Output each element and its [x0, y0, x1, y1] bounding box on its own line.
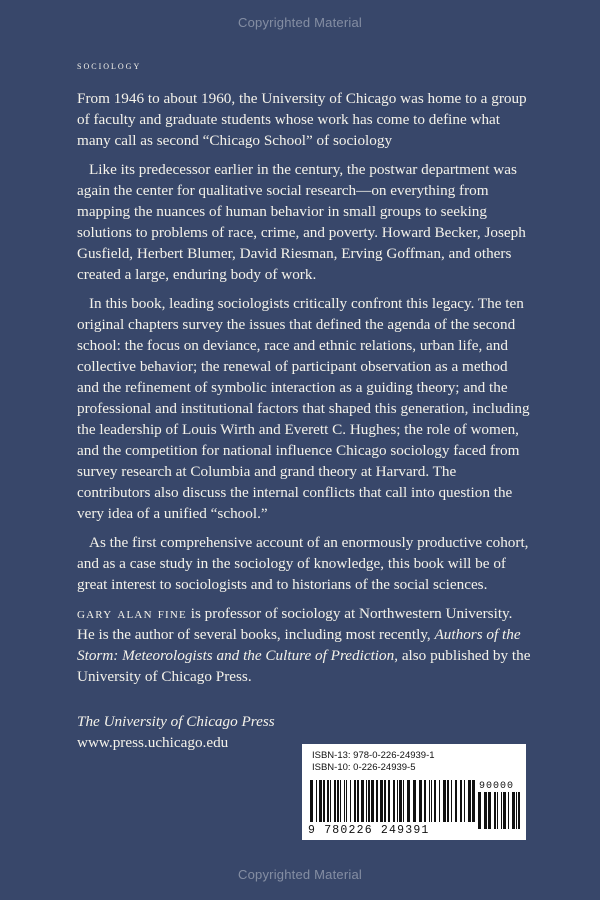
- barcode-bar: [334, 780, 336, 822]
- publisher-block: [77, 711, 275, 753]
- barcode-bar: [323, 780, 325, 822]
- barcode-bar: [460, 780, 462, 822]
- barcode-bar: [384, 780, 386, 822]
- barcode-addon-bar: [512, 792, 515, 829]
- barcode-bar: [468, 780, 471, 822]
- barcode-addon-bar: [488, 792, 491, 829]
- barcode-bar: [319, 780, 322, 822]
- barcode-bar: [439, 780, 440, 822]
- barcode-bar: [310, 780, 313, 822]
- barcode-bar: [337, 780, 339, 822]
- barcode-bar: [393, 780, 395, 822]
- barcode-addon-bar: [518, 792, 520, 829]
- isbn-10-label: ISBN-10: 0-226-24939-5: [312, 762, 416, 773]
- author-bio-text-after: , also published by the University of Chicago Press.: [77, 647, 531, 685]
- barcode-bar: [397, 780, 398, 822]
- isbn-13-label: ISBN-13: 978-0-226-24939-1: [312, 750, 435, 761]
- barcode-bar: [330, 780, 331, 822]
- barcode-addon-bar: [508, 792, 509, 829]
- barcode-bar: [429, 780, 430, 822]
- publisher-name: The University of Chicago Press: [77, 713, 275, 730]
- barcode-addon-digits: 90000: [479, 781, 515, 792]
- section-label: sociology: [77, 60, 142, 72]
- paragraph-predecessor: Like its predecessor earlier in the century, the postwar department was again the center for qualitative social research—on everything from mapping the nuances of human behavior in small groups to seeking solutions to problems of race, crime, and poverty. Howard Becker, Joseph Gusfield, Herbert Blumer, David Riesman, Erving Goffman, and others created a large, enduring body of work.: [77, 161, 526, 283]
- barcode-bar: [443, 780, 446, 822]
- barcode-bar: [472, 780, 475, 822]
- barcode-bars: [310, 780, 475, 827]
- barcode-addon-bar: [501, 792, 502, 829]
- copyright-watermark-top: Copyrighted Material: [238, 15, 362, 30]
- barcode-bar: [354, 780, 356, 822]
- barcode-bar: [344, 780, 345, 822]
- barcode-addon-bar: [497, 792, 498, 829]
- barcode-bar: [413, 780, 416, 822]
- paragraph-significance: As the first comprehensive account of an enormously productive cohort, and as a case study in the sociology of knowledge, this book will be of great interest to sociologists and to historians of the social sciences.: [77, 534, 529, 593]
- barcode-bar: [431, 780, 432, 822]
- publisher-url[interactable]: www.press.uchicago.edu: [77, 734, 229, 751]
- barcode-bar: [407, 780, 410, 822]
- paragraph-intro: From 1946 to about 1960, the University of Chicago was home to a group of faculty and graduate students whose work has come to define what many call as second “Chicago School” of sociology: [77, 90, 527, 149]
- barcode-addon-bar: [503, 792, 506, 829]
- barcode-bar: [366, 780, 367, 822]
- barcode-bar: [434, 780, 436, 822]
- barcode-bar: [399, 780, 402, 822]
- barcode-bar: [361, 780, 364, 822]
- barcode-bar: [403, 780, 404, 822]
- barcode-bar: [346, 780, 347, 822]
- barcode-bar: [424, 780, 426, 822]
- author-bio-text-before: is professor of sociology at Northwestern University. He is the author of several books, including most recently,: [77, 605, 513, 643]
- barcode-addon-bars: [478, 792, 520, 829]
- barcode-bar: [350, 780, 351, 822]
- author-bio: [77, 603, 531, 687]
- copyright-watermark-bottom: Copyrighted Material: [238, 867, 362, 882]
- barcode-bar: [357, 780, 359, 822]
- barcode-bar: [327, 780, 329, 822]
- barcode-addon-bar: [484, 792, 487, 829]
- barcode-bar: [464, 780, 465, 822]
- paragraph-book-summary: In this book, leading sociologists critically confront this legacy. The ten original chapters survey the issues that defined the agenda of the second school: the focus on deviance, race and ethnic relations, urban life, and collective behavior; the renewal of participant observation as a method and the refinement of symbolic interaction as a guiding theory; and the professional and institutional factors that shaped this generation, including the leadership of Louis Wirth and Everett C. Hughes; the role of women, and the competition for national influence Chicago sociology faced from survey research at Columbia and grand theory at Harvard. The contributors also discuss the internal conflicts that call into question the very idea of a unified “school.”: [77, 295, 530, 522]
- barcode-bar: [419, 780, 422, 822]
- barcode-digits: 9 780226 249391: [308, 824, 430, 837]
- barcode-bar: [376, 780, 378, 822]
- barcode-bar: [388, 780, 390, 822]
- isbn-barcode: [302, 744, 526, 840]
- author-book-title: Authors of the Storm: Meteorologists and the Culture of Prediction: [77, 626, 521, 664]
- barcode-bar: [368, 780, 370, 822]
- barcode-bar: [371, 780, 374, 822]
- barcode-bar: [380, 780, 383, 822]
- barcode-bar: [447, 780, 449, 822]
- author-name: gary alan fine: [77, 605, 187, 622]
- barcode-bar: [451, 780, 452, 822]
- barcode-bar: [455, 780, 457, 822]
- back-cover-text: [77, 58, 531, 695]
- barcode-bar: [316, 780, 317, 822]
- barcode-addon-bar: [478, 792, 481, 829]
- barcode-bar: [340, 780, 341, 822]
- barcode-addon-bar: [494, 792, 496, 829]
- barcode-addon-bar: [516, 792, 517, 829]
